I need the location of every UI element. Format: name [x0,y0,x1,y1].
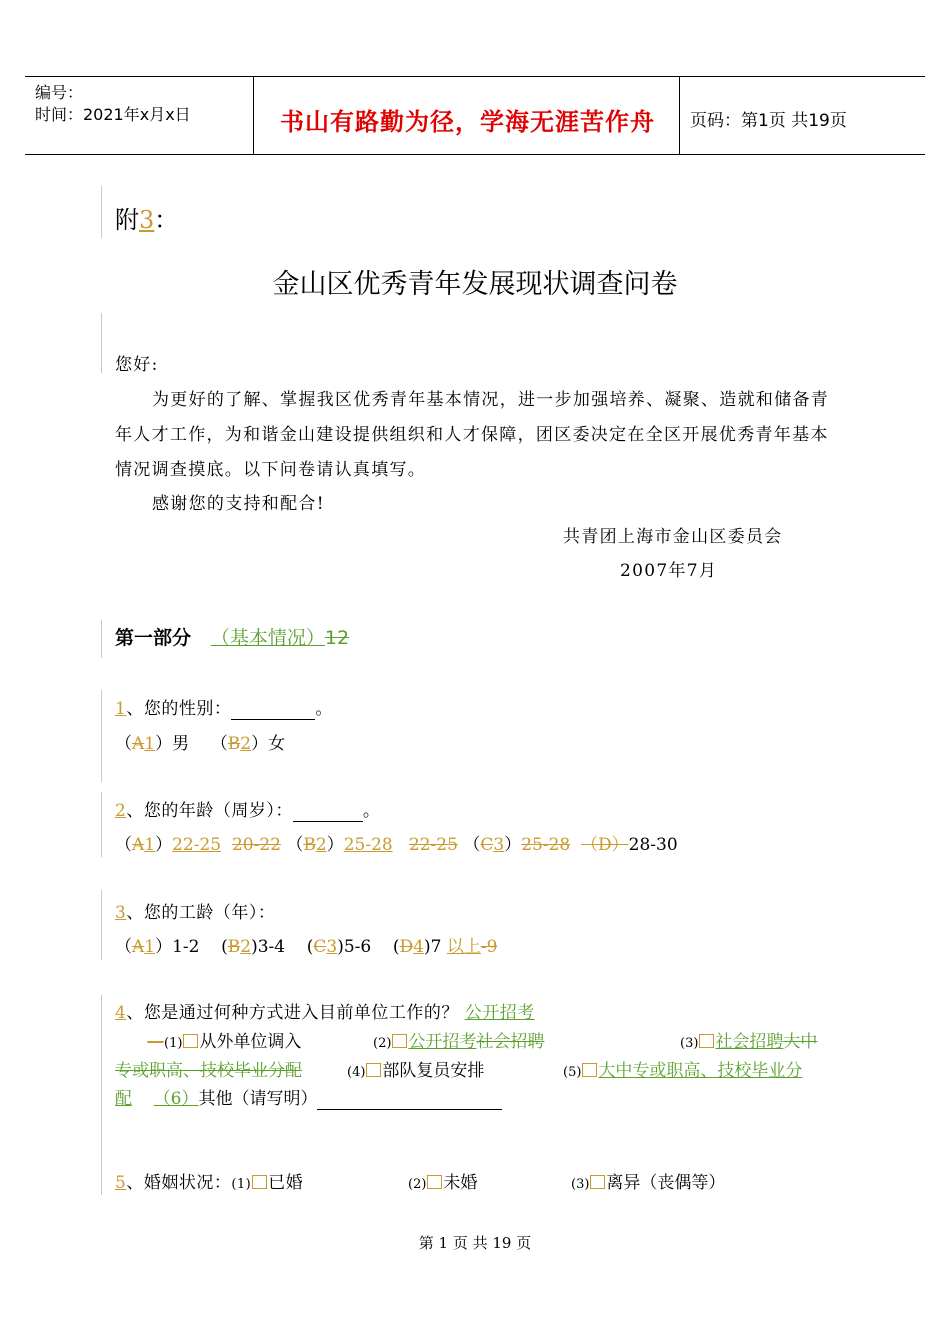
q1-options: （A1）男 （B2）女 [115,734,286,754]
section-heading [115,623,349,650]
q3-c-number: 3 [326,937,338,957]
section-label: 第一部分 [115,627,192,649]
q4-other-blank[interactable] [317,1089,502,1110]
q2-end: 。 [362,801,381,821]
q4-option-transfer[interactable]: 从外单位调入 [199,1032,302,1052]
q5-option-unmarried[interactable]: 未婚 [443,1173,478,1193]
header-page-info: 页码：第1页 共19页 [690,111,847,131]
header-bottom-rule [25,154,925,155]
change-bar [101,620,102,658]
q4-o2-number: (2) [373,1036,392,1051]
q4-option-4 [347,1056,484,1081]
q4-o5-number: (5) [563,1065,582,1080]
question-4 [115,998,535,1023]
greeting: 您好: [115,355,159,375]
q4-option-2 [373,1027,544,1052]
q1-a-deleted: A [132,734,145,754]
header-meta [35,82,191,126]
q4-option-other[interactable]: 其他（请写明） [198,1089,318,1109]
q4-o3-number: (3) [680,1036,699,1051]
change-bar [101,995,102,1195]
q1-b-deleted: B [227,734,241,754]
q1-text: 、您的性别： [126,699,232,719]
q1-a-number: 1 [144,734,156,754]
q1-b-number: 2 [240,734,252,754]
q2-c-range[interactable]: 28-30 [628,835,678,855]
q4-o4-number: (4) [347,1065,366,1080]
q4-option-graduate[interactable]: 大中专或职高、技校毕业分 [598,1061,803,1081]
signature-date: 2007年7月 [620,561,718,581]
q4-option-5 [563,1056,802,1081]
q2-text: 、您的年龄（周岁）： [126,801,293,821]
question-2 [115,796,380,822]
q3-a-number: 1 [144,937,156,957]
q1-number: 1 [115,699,127,719]
section-deleted-text: 12 [324,627,350,649]
checkbox-icon[interactable] [427,1175,442,1189]
q4-option-social[interactable]: 社会招聘 [715,1032,784,1052]
q2-d-deleted: （D） [581,835,629,855]
q2-b-range[interactable]: 25-28 [343,835,393,855]
q2-options: （A1）22-25 20-22 （B2）25-28 22-25 （C3）25-28 （D）28-30 [115,835,678,855]
header-time-label: 时间：2021年x月x日 [35,105,191,124]
question-1 [115,694,333,720]
header-divider-left [253,76,254,155]
q4-o2-deleted: 社会招聘 [476,1032,545,1052]
q4-options-line1 [147,1027,301,1052]
q1-option-female[interactable]: 女 [268,734,286,754]
q2-blank[interactable] [293,801,363,822]
q4-option-military[interactable]: 部队复员安排 [382,1061,485,1081]
appendix-label [115,200,178,235]
change-bar [101,890,102,960]
q3-d-deleted-range: -9 [480,937,498,957]
q5-option-2 [408,1168,477,1193]
q1-option-male[interactable]: 男 [172,734,190,754]
q2-number: 2 [115,801,127,821]
q5-o3-number: (3) [571,1177,590,1192]
q3-option-c[interactable]: 5-6 [343,937,372,957]
checkbox-icon[interactable] [699,1034,714,1048]
q2-a-number: 1 [144,835,156,855]
q2-a-old-range: 20-22 [231,835,281,855]
header-divider-right [679,76,680,155]
q4-number: 4 [115,1003,127,1023]
change-bar [101,313,102,373]
change-bar [101,792,102,857]
header-number-label: 编号： [35,83,84,102]
q4-o1-deleted: — [147,1032,164,1052]
q3-b-deleted: B [227,937,241,957]
q2-a-range[interactable]: 22-25 [172,835,222,855]
checkbox-icon[interactable] [582,1063,597,1077]
q3-d-number: 4 [413,937,424,957]
q2-a-deleted: A [132,835,145,855]
q3-d-inserted: 以上 [446,937,481,957]
q4-option-graduate-end: 配 [115,1089,132,1109]
q3-option-a[interactable]: 1-2 [172,937,200,957]
thanks-line: 感谢您的支持和配合! [152,494,325,514]
q4-o3-deleted-part: 大中 [783,1032,818,1052]
q4-options-line3 [115,1084,502,1110]
checkbox-icon[interactable] [366,1063,381,1077]
q3-number: 3 [115,903,127,923]
question-3 [115,898,275,923]
appendix-number: 3 [139,206,155,234]
q4-o6-number: （6） [153,1089,199,1109]
q4-options-line2 [115,1056,302,1081]
signature: 共青团上海市金山区委员会 [563,527,783,547]
q5-o1-number: (1) [231,1177,252,1192]
q3-option-d[interactable]: 7 [430,937,442,957]
q2-c-number: 3 [493,835,505,855]
intro-paragraph: 为更好的了解、掌握我区优秀青年基本情况，进一步加强培养、凝聚、造就和储备青年人才工作，为和谐金山建设提供组织和人才保障，团区委决定在全区开展优秀青年基本情况调查摸底。以下问卷请认真填写。 [115,390,830,480]
q5-o2-number: (2) [408,1177,427,1192]
change-bar [101,186,102,238]
q5-number: 5 [115,1173,127,1193]
q4-o1-number: (1) [164,1036,183,1051]
appendix-prefix: 附 [115,206,139,234]
q4-option-3 [680,1027,817,1052]
q2-b-number: 2 [315,835,327,855]
checkbox-icon[interactable] [590,1175,605,1189]
q4-text: 、您是通过何种方式进入目前单位工作的？ [126,1003,459,1023]
header-top-rule [25,76,925,77]
q5-option-3 [571,1168,725,1193]
checkbox-icon[interactable] [183,1034,198,1048]
page-footer: 第 1 页 共 19 页 [418,1234,532,1252]
q3-d-deleted: D [399,937,414,957]
q5-option-divorced[interactable]: 离异（丧偶等） [606,1173,726,1193]
question-5 [115,1168,303,1193]
q1-end: 。 [315,699,333,719]
q5-option-married[interactable]: 已婚 [268,1173,304,1193]
q2-c-old-range: 25-28 [521,835,571,855]
q2-c-deleted: C [480,835,494,855]
q3-c-deleted: C [313,937,327,957]
checkbox-icon[interactable] [252,1175,267,1189]
q2-b-deleted: B [303,835,316,855]
checkbox-icon[interactable] [392,1034,407,1048]
q3-options: （A1）1-2 (B2)3-4 (C3)5-6 (D4)7 以上-9 [115,937,498,957]
q3-b-number: 2 [240,937,252,957]
q3-text: 、您的工龄（年）： [126,903,276,923]
q4-inserted-text: 公开招考 [464,1003,535,1023]
section-inserted-text: （基本情况） [210,627,325,649]
q2-b-old-range: 22-25 [408,835,458,855]
header-motto: 书山有路勤为径，学海无涯苦作舟 [280,107,655,136]
page-title: 金山区优秀青年发展现状调查问卷 [272,269,678,300]
appendix-colon: ： [154,206,179,234]
q3-a-deleted: A [132,937,145,957]
q1-blank[interactable] [231,699,315,720]
change-bar [101,690,102,782]
q5-text: 、婚姻状况： [126,1173,232,1193]
q4-option-exam[interactable]: 公开招考 [408,1032,477,1052]
q3-option-b[interactable]: 3-4 [257,937,286,957]
q4-o3-deleted-rest: 专或职高、技校毕业分配 [115,1061,302,1081]
